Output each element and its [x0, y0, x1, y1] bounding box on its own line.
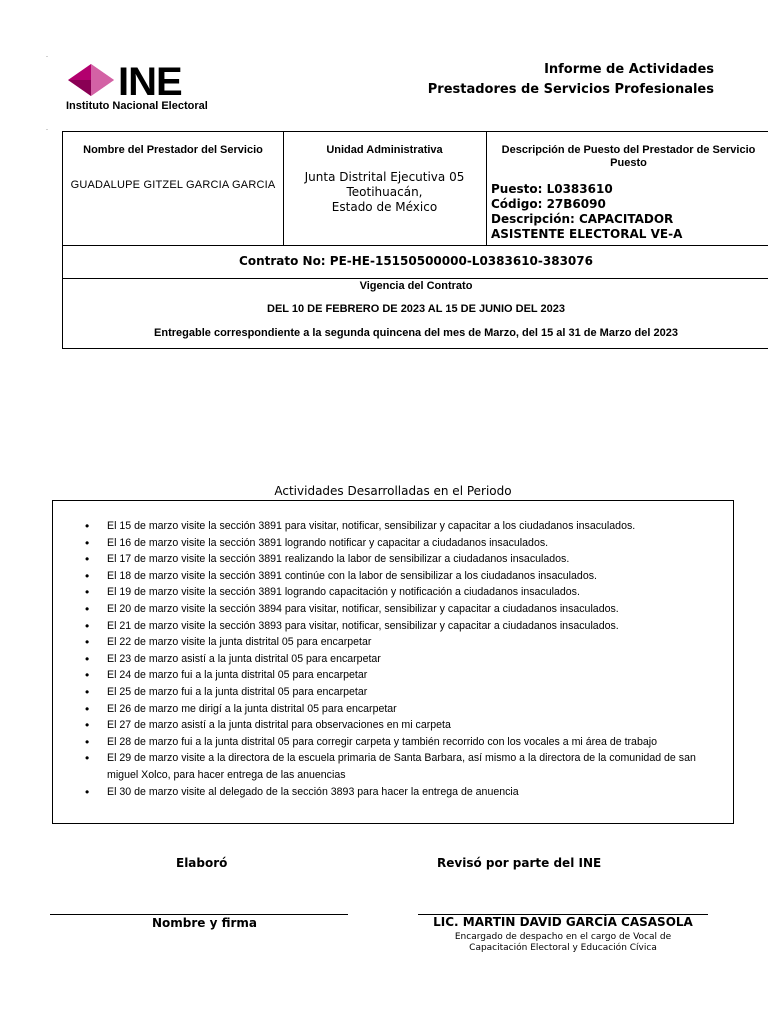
validity-label: Vigencia del Contrato [359, 280, 473, 292]
reviewer-name: LIC. MARTIN DAVID GARCÍA CASASOLA [433, 915, 693, 929]
position-line: Descripción: CAPACITADOR [491, 212, 674, 226]
unit-line: Teotihuacán, [346, 185, 423, 199]
activities-box [52, 500, 734, 824]
list-item: • El 19 de marzo visite la sección 3891 logrando capacitación y notificación a ciudadanos insaculados. [107, 584, 721, 601]
list-item: • El 29 de marzo visite a la directora de la escuela primaria de Santa Barbara, así mismo a la directora de la comunidad de san miguel Xolco, para hacer entrega de las anuencias [107, 750, 721, 783]
corner-mark: - [46, 54, 48, 60]
validity-dates: DEL 10 DE FEBRERO DE 2023 AL 15 DE JUNIO DEL 2023 [267, 303, 565, 315]
position-cell [486, 132, 768, 245]
report-title-line2: Prestadores de Servicios Profesionales [427, 82, 714, 97]
list-item: • El 16 de marzo visite la sección 3891 logrando notificar y capacitar a ciudadanos insaculados. [107, 535, 721, 552]
position-value [491, 182, 768, 242]
list-item: • El 27 de marzo asistí a la junta distrital para observaciones en mi carpeta [107, 717, 721, 734]
provider-name: GUADALUPE GITZEL GARCIA GARCIA [70, 179, 276, 191]
position-line: Puesto: L0383610 [491, 182, 613, 196]
unit-line: Estado de México [331, 200, 438, 214]
list-item: • El 21 de marzo visite la sección 3893 para visitar, notificar, sensibilizar y capacitar a ciudadanos insaculados. [107, 618, 721, 635]
unit-line: Junta Distrital Ejecutiva 05 [304, 170, 465, 184]
list-item: • El 26 de marzo me dirigí a la junta distrital 05 para encarpetar [107, 701, 721, 718]
list-item: • El 28 de marzo fui a la junta distrital 05 para corregir carpeta y también recorrido con los vocales a mi área de trabajo [107, 734, 721, 751]
position-header: Descripción de Puesto del Prestador de Servicio Puesto [501, 144, 756, 169]
report-title-line1: Informe de Actividades [544, 62, 714, 77]
deliverable-text: Entregable correspondiente a la segunda quincena del mes de Marzo, del 15 al 31 de Marzo del 2023 [154, 327, 678, 339]
list-item: • El 17 de marzo visite la sección 3891 realizando la labor de sensibilizar a ciudadanos insaculados. [107, 551, 721, 568]
contract-validity [63, 279, 768, 349]
unit-value [283, 170, 486, 215]
contract-info-row [63, 132, 768, 246]
unit-cell [283, 132, 487, 245]
reviewed-by-label: Revisó por parte del INE [437, 856, 602, 870]
list-item: • El 20 de marzo visite la sección 3894 para visitar, notificar, sensibilizar y capacitar a ciudadanos insaculados. [107, 601, 721, 618]
list-item: • El 23 de marzo asistí a la junta distrital 05 para encarpetar [107, 651, 721, 668]
position-line: ASISTENTE ELECTORAL VE-A [491, 227, 683, 241]
position-line: Código: 27B6090 [491, 197, 606, 211]
contract-number: Contrato No: PE-HE-15150500000-L0383610-383076 [63, 245, 768, 279]
unit-header: Unidad Administrativa [326, 144, 443, 156]
ine-logo [66, 60, 226, 116]
activities-list [53, 518, 733, 800]
activities-title: Actividades Desarrolladas en el Periodo [274, 484, 512, 498]
reviewer-role-line1: Encargado de despacho en el cargo de Vocal de [454, 932, 672, 942]
signature-line-preparer [50, 914, 348, 915]
provider-cell [63, 132, 284, 245]
logo-wordmark: INE [118, 60, 182, 104]
corner-mark: - [46, 127, 48, 133]
list-item: • El 25 de marzo fui a la junta distrital 05 para encarpetar [107, 684, 721, 701]
ine-diamond-icon [68, 64, 114, 96]
report-title [428, 60, 714, 100]
provider-header: Nombre del Prestador del Servicio [83, 144, 263, 156]
logo-subtitle: Instituto Nacional Electoral [66, 100, 208, 112]
list-item: • El 22 de marzo visite la junta distrital 05 para encarpetar [107, 634, 721, 651]
list-item: • El 24 de marzo fui a la junta distrital 05 para encarpetar [107, 667, 721, 684]
list-item: • El 18 de marzo visite la sección 3891 continúe con la labor de sensibilizar a los ciudadanos insaculados. [107, 568, 721, 585]
contract-table [62, 131, 768, 349]
name-signature-label: Nombre y firma [152, 916, 258, 930]
list-item: • El 15 de marzo visite la sección 3891 para visitar, notificar, sensibilizar y capacitar a los ciudadanos insaculados. [107, 518, 721, 535]
prepared-by-label: Elaboró [176, 856, 228, 870]
reviewer-role-line2: Capacitación Electoral y Educación Cívica [469, 943, 657, 953]
list-item: • El 30 de marzo visite al delegado de la sección 3893 para hacer la entrega de anuencia [107, 784, 721, 801]
